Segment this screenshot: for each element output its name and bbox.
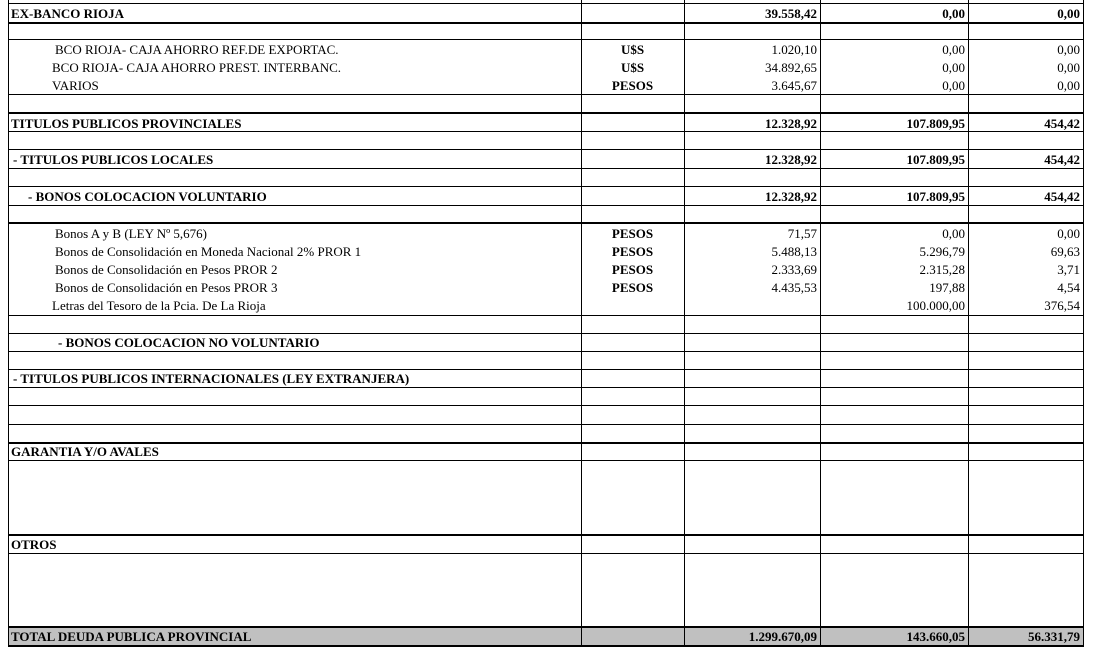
grid-row-line (8, 405, 1084, 406)
table-row (8, 40, 1083, 58)
row-label: - TITULOS PUBLICOS LOCALES (13, 151, 214, 167)
row-value-1: 2.333,69 (771, 261, 817, 277)
row-value-2: 0,00 (942, 5, 965, 21)
row-value-1: 12.328,92 (765, 188, 817, 204)
row-currency (581, 4, 684, 22)
row-value-2 (820, 443, 968, 460)
row-currency (581, 370, 684, 387)
row-value-3 (968, 370, 1083, 387)
row-value-3: 0,00 (1057, 77, 1080, 93)
row-value-3: 454,42 (1044, 151, 1080, 167)
row-currency (581, 443, 684, 460)
row-label: - TITULOS PUBLICOS INTERNACIONALES (LEY EXTRANJERA) (13, 371, 410, 386)
row-value-2: 143.660,05 (906, 629, 965, 644)
table-row (8, 536, 1083, 553)
table-row (8, 224, 1083, 242)
grid-row-line (8, 387, 1084, 388)
row-label: Bonos de Consolidación en Moneda Nacional 2% PROR 1 (55, 243, 362, 259)
row-value-1: 71,57 (787, 225, 817, 241)
row-value-1: 4.435,53 (771, 279, 817, 295)
row-label: TOTAL DEUDA PUBLICA PROVINCIAL (11, 629, 252, 644)
row-label: EX-BANCO RIOJA (11, 5, 125, 21)
row-value-2: 0,00 (942, 41, 965, 57)
row-value-1: 12.328,92 (765, 151, 817, 167)
table-row (8, 296, 1083, 314)
row-value-2 (820, 370, 968, 387)
row-value-3: 0,00 (1057, 5, 1080, 21)
row-value-2: 107.809,95 (906, 115, 965, 131)
table-row (8, 443, 1083, 460)
row-value-3: 0,00 (1057, 59, 1080, 75)
row-label: GARANTIA Y/O AVALES (11, 444, 159, 459)
row-value-3: 4,54 (1057, 279, 1080, 295)
row-value-3: 3,71 (1057, 261, 1080, 277)
table-row (8, 150, 1083, 168)
grid-row-line (8, 22, 1084, 24)
row-value-2: 0,00 (942, 59, 965, 75)
row-label: VARIOS (52, 77, 99, 93)
row-value-2: 197,88 (929, 279, 965, 295)
row-value-1: 34.892,65 (765, 59, 817, 75)
grid-row-line (8, 553, 1084, 554)
row-value-2: 107.809,95 (906, 188, 965, 204)
row-value-1 (684, 296, 820, 314)
row-value-3 (968, 334, 1083, 351)
table-row (8, 260, 1083, 278)
row-currency: PESOS (611, 279, 654, 295)
table-row (8, 278, 1083, 296)
row-value-3 (968, 443, 1083, 460)
row-value-3: 376,54 (1044, 297, 1080, 313)
row-label: Bonos de Consolidación en Pesos PROR 3 (55, 279, 278, 295)
grid-row-line (8, 645, 1084, 647)
row-value-1 (684, 443, 820, 460)
row-value-3: 69,63 (1050, 243, 1080, 259)
row-value-3: 56.331,79 (1028, 629, 1080, 644)
row-currency (581, 150, 684, 168)
row-value-2: 2.315,28 (919, 261, 965, 277)
row-value-1: 1.020,10 (771, 41, 817, 57)
row-currency (581, 536, 684, 553)
row-value-1 (684, 334, 820, 351)
row-value-3: 0,00 (1057, 225, 1080, 241)
row-label: Bonos A y B (LEY Nº 5,676) (55, 225, 207, 241)
grid-row-line (8, 460, 1084, 461)
table-row (8, 187, 1083, 205)
row-value-1: 3.645,67 (771, 77, 817, 93)
row-currency (581, 114, 684, 132)
row-value-3: 0,00 (1057, 41, 1080, 57)
row-value-2: 0,00 (942, 77, 965, 93)
row-currency: PESOS (611, 225, 654, 241)
total-row (8, 628, 1083, 645)
table-row (8, 334, 1083, 351)
row-value-1: 12.328,92 (765, 115, 817, 131)
row-currency: U$S (620, 41, 645, 57)
row-label: Letras del Tesoro de la Pcia. De La Rioja (52, 297, 266, 313)
row-currency: PESOS (611, 77, 654, 93)
row-value-1: 39.558,42 (765, 5, 817, 21)
table-row (8, 242, 1083, 260)
row-value-1: 5.488,13 (771, 243, 817, 259)
row-currency (581, 296, 684, 314)
row-label: - BONOS COLOCACION NO VOLUNTARIO (58, 335, 320, 350)
row-value-3 (968, 536, 1083, 553)
row-label: Bonos de Consolidación en Pesos PROR 2 (55, 261, 278, 277)
row-value-2: 5.296,79 (919, 243, 965, 259)
row-label: OTROS (11, 537, 57, 552)
row-value-3: 454,42 (1044, 188, 1080, 204)
row-currency (581, 187, 684, 205)
grid-row-line (8, 168, 1084, 169)
grid-row-line (8, 351, 1084, 352)
row-value-2: 107.809,95 (906, 151, 965, 167)
row-label: - BONOS COLOCACION VOLUNTARIO (28, 188, 267, 204)
row-currency: PESOS (611, 261, 654, 277)
row-label: BCO RIOJA- CAJA AHORRO PREST. INTERBANC. (52, 59, 342, 75)
row-value-2 (820, 536, 968, 553)
row-value-2 (820, 334, 968, 351)
row-value-1: 1.299.670,09 (748, 629, 817, 644)
row-currency (581, 628, 684, 645)
grid-row-line (8, 315, 1084, 316)
grid-row-line (8, 424, 1084, 425)
grid-row-line (8, 205, 1084, 206)
row-currency: PESOS (611, 243, 654, 259)
row-value-2: 0,00 (942, 225, 965, 241)
grid-row-line (8, 94, 1084, 95)
row-value-3: 454,42 (1044, 115, 1080, 131)
table-row (8, 58, 1083, 76)
row-value-1 (684, 536, 820, 553)
row-value-2: 100.000,00 (906, 297, 965, 313)
row-value-1 (684, 370, 820, 387)
table-row (8, 114, 1083, 132)
row-currency: U$S (620, 59, 645, 75)
row-currency (581, 334, 684, 351)
table-row (8, 76, 1083, 94)
row-label: BCO RIOJA- CAJA AHORRO REF.DE EXPORTAC. (55, 41, 339, 57)
table-row (8, 370, 1083, 387)
row-label: TITULOS PUBLICOS PROVINCIALES (11, 115, 242, 131)
table-row (8, 4, 1083, 22)
grid-col-line (1083, 0, 1084, 646)
